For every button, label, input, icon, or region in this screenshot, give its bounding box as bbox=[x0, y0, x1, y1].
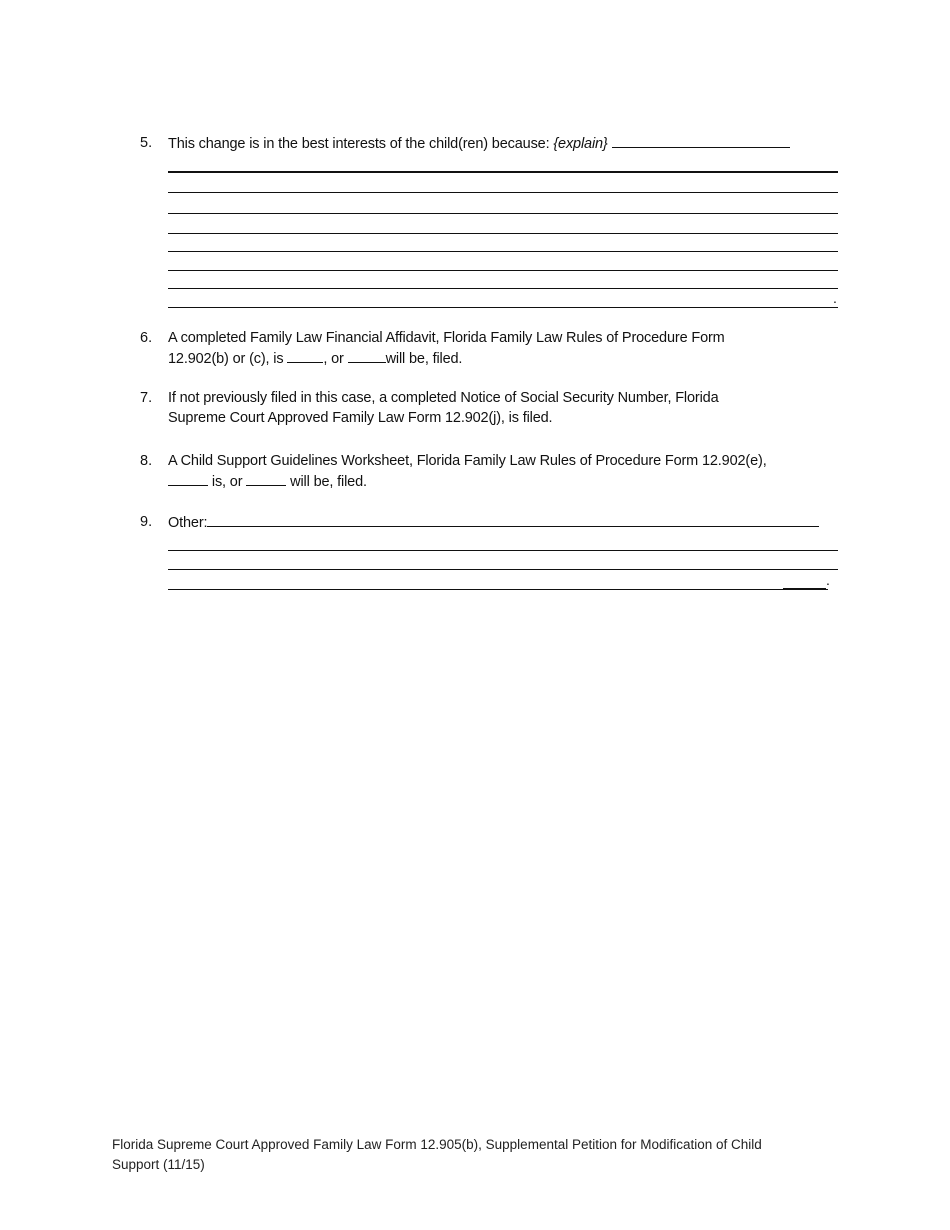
item-5-text bbox=[168, 133, 790, 154]
item-9-other-blank[interactable] bbox=[207, 512, 819, 527]
item-5-explain-hint: {explain} bbox=[553, 136, 608, 152]
item-6-will-be-blank[interactable] bbox=[348, 348, 386, 363]
item-5-answer-line-5[interactable] bbox=[168, 251, 838, 252]
footer-line-1: Florida Supreme Court Approved Family Law Form 12.905(b), Supplemental Petition for Modification of Child bbox=[112, 1137, 762, 1152]
item-7-number: 7. bbox=[140, 390, 153, 406]
item-5-answer-line-2[interactable] bbox=[168, 192, 838, 193]
item-6-number: 6. bbox=[140, 330, 153, 346]
item-5-answer-line-7[interactable] bbox=[168, 288, 838, 289]
item-6-text-b: , or bbox=[323, 351, 348, 367]
item-9-answer-line-2[interactable] bbox=[168, 569, 838, 570]
item-5-explain-blank[interactable] bbox=[612, 133, 790, 148]
item-9-end-blank[interactable] bbox=[783, 588, 826, 590]
item-9-answer-line-3[interactable] bbox=[168, 589, 828, 590]
item-5-answer-line-6[interactable] bbox=[168, 270, 838, 271]
item-8-is-blank[interactable] bbox=[168, 471, 208, 486]
item-9-answer-line-1[interactable] bbox=[168, 550, 838, 551]
item-9-number: 9. bbox=[140, 514, 153, 530]
item-8-line-1: A Child Support Guidelines Worksheet, Florida Family Law Rules of Procedure Form 12.902(e), bbox=[168, 453, 767, 469]
item-7-line-1: If not previously filed in this case, a completed Notice of Social Security Number, Florida bbox=[168, 390, 719, 406]
footer-line-2: Support (11/15) bbox=[112, 1157, 205, 1172]
item-5-answer-line-4[interactable] bbox=[168, 233, 838, 234]
item-6-text-a: 12.902(b) or (c), is bbox=[168, 351, 288, 367]
item-6-text-c: will be, filed. bbox=[385, 351, 463, 367]
item-5-number: 5. bbox=[140, 135, 153, 151]
item-9-line-1 bbox=[168, 512, 819, 533]
item-5-answer-line-3[interactable] bbox=[168, 213, 838, 214]
item-8-line-2 bbox=[168, 471, 367, 492]
page-footer bbox=[112, 1135, 832, 1175]
item-8-number: 8. bbox=[140, 453, 153, 469]
item-6-line-1: A completed Family Law Financial Affidavit, Florida Family Law Rules of Procedure Form bbox=[168, 330, 725, 346]
item-5-answer-line-1[interactable] bbox=[168, 171, 838, 173]
item-5-label: This change is in the best interests of the child(ren) because: bbox=[168, 136, 554, 152]
item-8-text-b: will be, filed. bbox=[286, 474, 367, 490]
item-6-line-2 bbox=[168, 348, 462, 369]
item-9-end-period: . bbox=[826, 572, 830, 588]
item-5-end-period: . bbox=[833, 290, 837, 306]
item-9-label: Other: bbox=[168, 515, 208, 531]
item-5-answer-line-8[interactable] bbox=[168, 307, 838, 308]
item-6-is-blank[interactable] bbox=[287, 348, 323, 363]
item-8-will-be-blank[interactable] bbox=[246, 471, 286, 486]
item-7-line-2: Supreme Court Approved Family Law Form 12.902(j), is filed. bbox=[168, 410, 553, 426]
item-8-text-a: is, or bbox=[208, 474, 247, 490]
